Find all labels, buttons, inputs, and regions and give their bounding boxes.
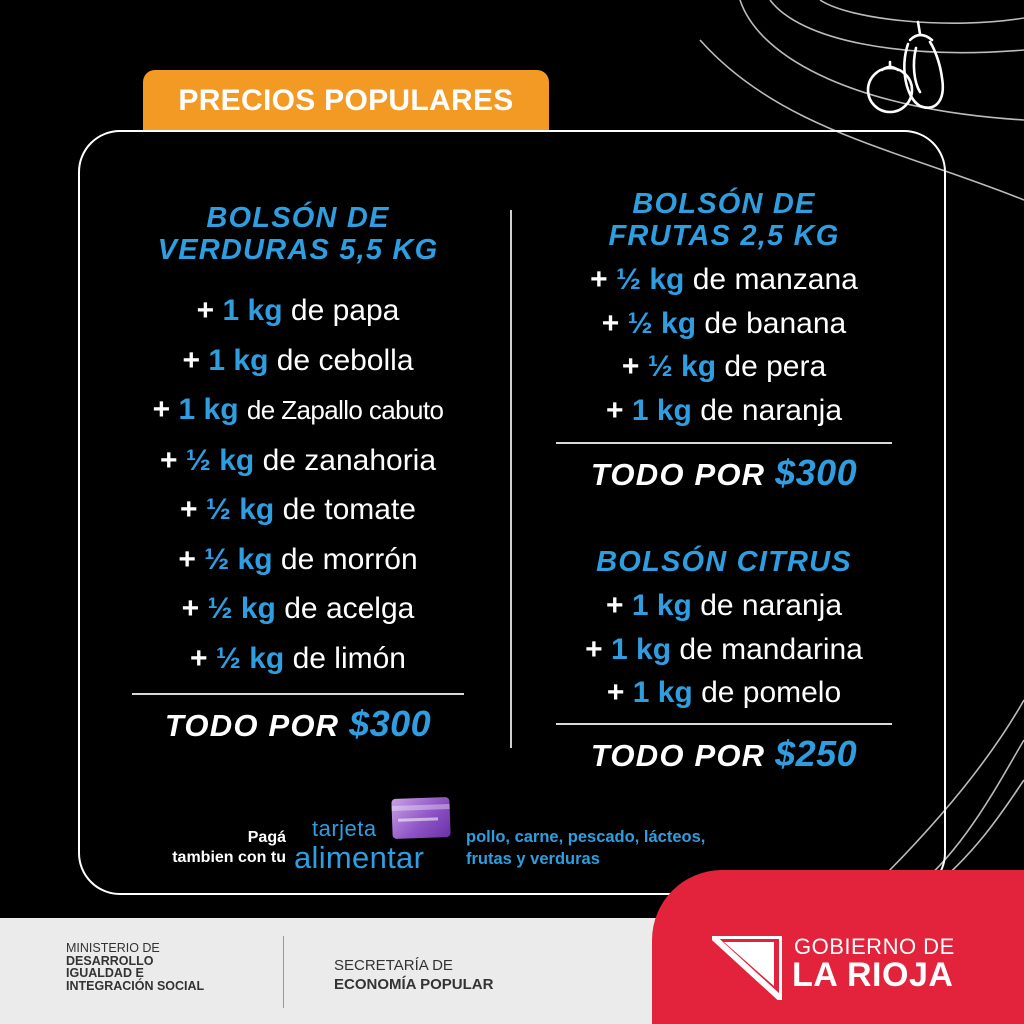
list-item: + ½ kg de pera [621,350,827,383]
citrus-total: TODO POR $250 [590,732,858,774]
payment-text: Pagá tambien con tu [172,829,286,866]
list-item: + 1 kg de naranja [605,589,843,622]
column-divider [510,210,512,748]
verduras-item-list [132,286,464,683]
payment-goods: pollo, carne, pescado, lácteos, frutas y verduras [466,828,706,868]
separator [556,723,892,725]
citrus-item-list [556,584,892,715]
list-item: + ½ kg de morrón [178,542,418,576]
frutas-total: TODO POR $300 [590,452,858,493]
ministry-logo-text: MINISTERIO DE DESARROLLO IGUALDAD E INTEGRACIÓN SOCIAL [66,941,205,993]
credit-card-icon [391,797,450,839]
list-item: + ½ kg de tomate [179,493,416,526]
list-item: + 1 kg de naranja [605,393,843,427]
list-item: + ½ kg de manzana [590,263,858,296]
list-item: + 1 kg de Zapallo cabuto [152,393,444,426]
list-item: + ½ kg de limón [190,641,406,675]
list-item: + 1 kg de papa [196,294,400,327]
alimentar-brand-text: alimentar [294,840,425,875]
list-item: + ½ kg de banana [601,306,847,340]
tomato-eggplant-icon [860,18,952,118]
citrus-price: $250 [775,732,858,774]
bolson-citrus-title: BOLSÓN CITRUS [596,546,852,578]
tarjeta-brand-text: tarjeta [312,816,377,841]
secretaria-logo-text: SECRETARÍA DE ECONOMÍA POPULAR [334,957,494,993]
la-rioja-chevron-icon [712,936,782,1000]
bolson-frutas [556,188,892,775]
gobierno-la-rioja-logo: GOBIERNO DE LA RIOJA [652,870,1024,1024]
bolson-verduras-title: BOLSÓN DE VERDURAS 5,5 KG [157,202,439,266]
frutas-price: $300 [775,452,858,493]
verduras-price: $300 [349,703,432,744]
footer-divider [283,936,284,1008]
payment-info [140,818,800,878]
bolson-citrus [556,546,892,775]
section-tab-title: PRECIOS POPULARES [143,70,549,132]
list-item: + 1 kg de mandarina [585,632,863,666]
list-item: + ½ kg de acelga [181,592,415,625]
list-item: + 1 kg de pomelo [606,676,842,709]
separator [132,693,464,695]
list-item: + ½ kg de zanahoria [159,443,437,477]
frutas-item-list [556,258,892,432]
verduras-total: TODO POR $300 [164,703,432,744]
bolson-verduras [132,202,464,745]
list-item: + 1 kg de cebolla [182,343,414,377]
bolson-frutas-title: BOLSÓN DE FRUTAS 2,5 KG [608,188,840,252]
separator [556,442,892,444]
